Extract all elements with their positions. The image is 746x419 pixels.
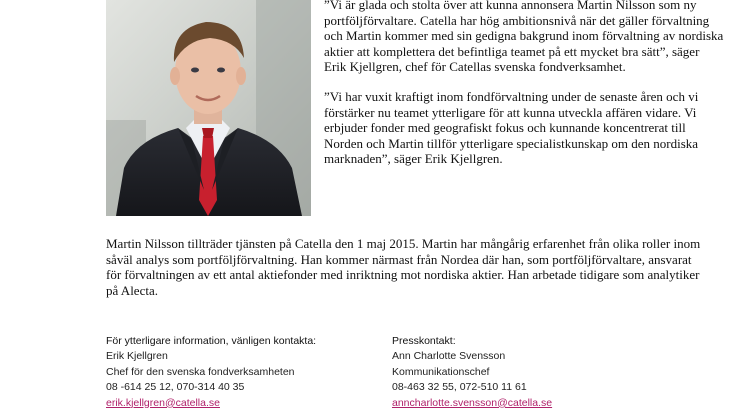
contact-phone: 08 -614 25 12, 070-314 40 35 (106, 381, 245, 394)
info-contact-heading: För ytterligare information, vänligen kontakta: (106, 335, 317, 347)
body-paragraph: Martin Nilsson tillträder tjänsten på Catella den 1 maj 2015. Martin har mångårig erfarenhet från olika roller inom såväl analys som portföljförvaltning. Han kommer närmast från Nordea där han, som portföljförvaltare, ansvarat för förvaltningen av ett antal aktiefonder med inriktning mot nordiska aktier. Han arbetade tidigare som analytiker på Alecta. (106, 236, 701, 298)
contact-title: Kommunikationschef (392, 365, 490, 378)
contact-name: Erik Kjellgren (106, 350, 168, 363)
press-contact-block (392, 334, 552, 411)
contact-email-link[interactable]: erik.kjellgren@catella.se (106, 396, 220, 409)
quote-section (324, 0, 724, 181)
contact-email-link[interactable]: anncharlotte.svensson@catella.se (392, 396, 553, 409)
contact-name: Ann Charlotte Svensson (392, 350, 506, 363)
press-contact-heading: Presskontakt: (392, 335, 456, 347)
portrait-photo (106, 0, 311, 216)
info-contact-block (106, 334, 316, 411)
contact-title: Chef för den svenska fondverksamheten (106, 365, 295, 378)
contact-phone: 08-463 32 55, 072-510 11 61 (392, 381, 527, 394)
quote-paragraph: ”Vi är glada och stolta över att kunna annonsera Martin Nilsson som ny portföljförvaltare. Catella har hög ambitionsnivå när det gäller förvaltning och Martin kommer med sin gedigna bakgrund inom förvaltning av nordiska aktier att komplettera det befintliga teamet på ett mycket bra sätt”, säger Erik Kjellgren, chef för Catellas svenska fondverksamhet. (324, 0, 724, 75)
portrait-illustration (106, 0, 311, 216)
quote-paragraph: ”Vi har vuxit kraftigt inom fondförvaltning under de senaste åren och vi förstärker nu teamet ytterligare för att kunna utveckla affären vidare. Vi erbjuder fonder med geografiskt fokus och kunnande koncentrerat till Norden och Martin tillför ytterligare specialistkunskap om den nordiska marknaden”, säger Erik Kjellgren. (324, 88, 699, 167)
